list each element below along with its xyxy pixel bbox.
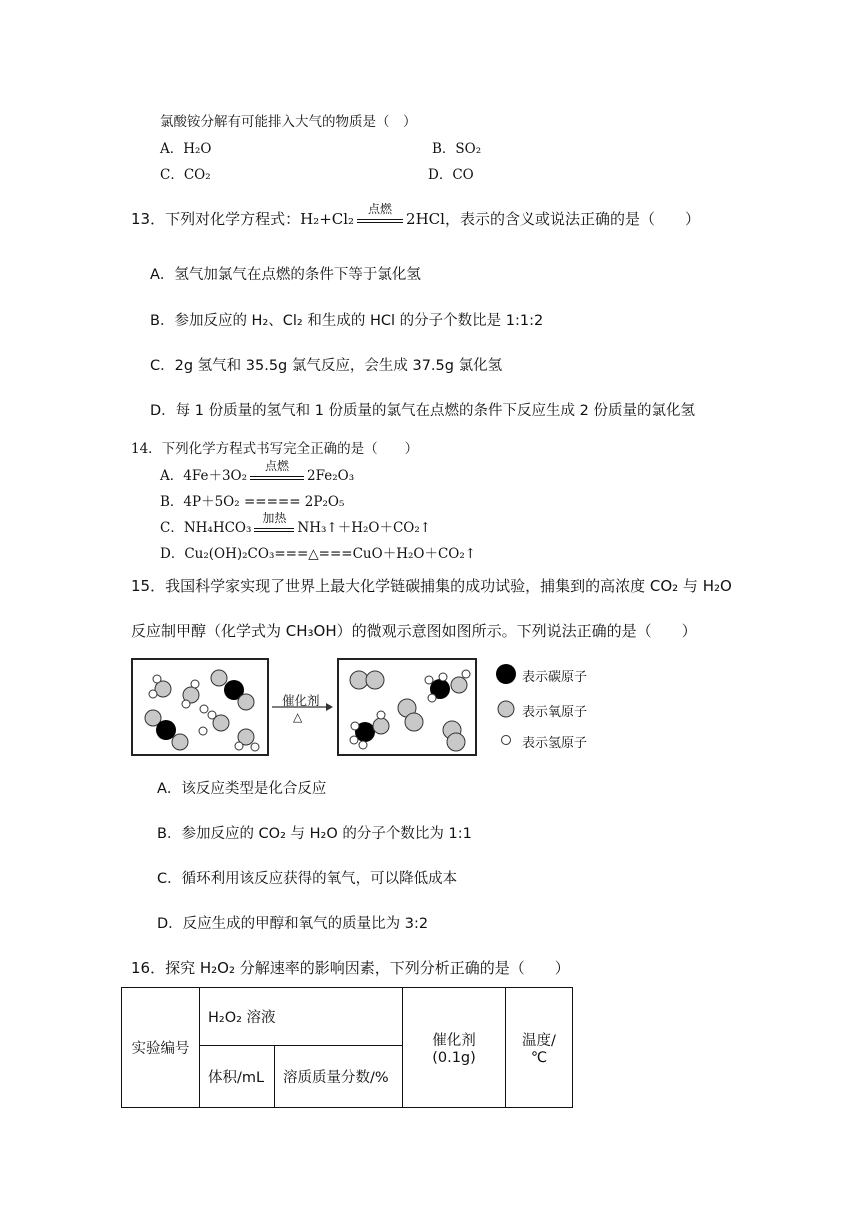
q13-suffix: ，表示的含义或说法正确的是（ ） xyxy=(444,210,700,228)
hydrogen-atom xyxy=(251,743,259,751)
q13-option-b: B．参加反应的 H₂、Cl₂ 和生成的 HCl 的分子个数比是 1:1:2 xyxy=(150,313,544,329)
q13-eq-condition xyxy=(357,201,403,227)
hydrogen-atom xyxy=(153,675,161,683)
oxygen-atom xyxy=(238,694,254,710)
q14-c-left: C．NH₄HCO₃ xyxy=(160,520,252,536)
hydrogen-atom xyxy=(462,670,470,678)
hydrogen-atom xyxy=(425,676,433,684)
q14-a-right: 2Fe₂O₃ xyxy=(307,468,355,484)
q13-condition-label: 点燃 xyxy=(368,201,393,216)
oxygen-atom xyxy=(447,733,465,751)
col-h2o2-solution: H₂O₂ 溶液 xyxy=(200,988,403,1046)
oxygen-legend-icon xyxy=(498,701,514,717)
q14-option-a xyxy=(160,458,355,484)
reactants-box xyxy=(131,658,269,756)
q15-option-b: B．参加反应的 CO₂ 与 H₂O 的分子个数比为 1:1 xyxy=(157,826,472,842)
col-volume: 体积/mL xyxy=(200,1046,275,1108)
q13-stem xyxy=(131,201,700,229)
oxygen-atom xyxy=(373,718,389,734)
oxygen-atom xyxy=(405,713,423,731)
q13-option-d: D．每 1 份质量的氢气和 1 份质量的氯气在点燃的条件下反应生成 2 份质量的氯化氢 xyxy=(150,403,695,419)
hydrogen-atom xyxy=(182,700,190,708)
equals-sign xyxy=(357,219,403,223)
hydrogen-atom xyxy=(439,673,447,681)
q12-option-c: C．CO₂ xyxy=(160,167,211,183)
q15-option-a: A．该反应类型是化合反应 xyxy=(157,781,327,797)
hydrogen-atom xyxy=(191,680,199,688)
hydrogen-atom xyxy=(200,705,208,713)
q12-option-d: D．CO xyxy=(428,167,474,183)
oxygen-atom xyxy=(366,671,384,689)
col-catalyst: 催化剂(0.1g) xyxy=(403,988,506,1108)
q13-prefix: 13．下列对化学方程式： xyxy=(131,210,301,228)
reaction-arrow-label: 催化剂 xyxy=(282,693,320,708)
q13-eq-right: 2HCl xyxy=(406,210,445,228)
legend-carbon: 表示碳原子 xyxy=(522,670,588,685)
q14-c-condition-label: 加热 xyxy=(262,510,287,525)
q14-a-condition-label: 点燃 xyxy=(265,458,290,473)
col-experiment-id: 实验编号 xyxy=(122,988,200,1108)
q14-c-right: NH₃↑＋H₂O＋CO₂↑ xyxy=(297,520,432,536)
carbon-legend-icon xyxy=(496,664,516,684)
oxygen-atom xyxy=(350,671,368,689)
products-box xyxy=(337,658,477,756)
atom-legend-icons xyxy=(494,663,522,747)
q15-option-d: D．反应生成的甲醇和氧气的质量比为 3:2 xyxy=(157,916,429,932)
q15-stem-line1: 15．我国科学家实现了世界上最大化学链碳捕集的成功试验，捕集到的高浓度 CO₂ 与 H₂O xyxy=(131,577,732,595)
q14-c-condition xyxy=(254,510,294,536)
col-temperature: 温度/℃ xyxy=(506,988,573,1108)
legend-oxygen: 表示氧原子 xyxy=(522,705,588,720)
reaction-arrow-heat: △ xyxy=(293,710,303,724)
q12-stem: 氯酸铵分解有可能排入大气的物质是（ ） xyxy=(160,114,417,130)
legend-hydrogen: 表示氢原子 xyxy=(522,736,588,751)
experiment-table xyxy=(121,987,573,1108)
products-molecules xyxy=(339,660,475,754)
hydrogen-atom xyxy=(428,694,436,702)
equals-sign xyxy=(250,476,304,480)
equals-sign xyxy=(254,528,294,532)
q14-stem: 14．下列化学方程式书写完全正确的是（ ） xyxy=(131,441,419,457)
q13-option-c: C．2g 氢气和 35.5g 氯气反应，会生成 37.5g 氯化氢 xyxy=(150,358,503,374)
q14-option-b: B．4P＋5O₂ ===== 2P₂O₅ xyxy=(160,494,345,510)
q14-a-condition xyxy=(250,458,304,484)
q14-a-left: A．4Fe＋3O₂ xyxy=(160,468,248,484)
hydrogen-atom xyxy=(149,690,157,698)
hydrogen-atom xyxy=(377,711,385,719)
hydrogen-atom xyxy=(199,727,207,735)
q15-stem-line2: 反应制甲醇（化学式为 CH₃OH）的微观示意图如图所示。下列说法正确的是（ ） xyxy=(131,622,697,640)
q13-option-a: A．氢气加氯气在点燃的条件下等于氯化氢 xyxy=(150,267,421,283)
q12-option-b: B．SO₂ xyxy=(432,141,482,157)
hydrogen-legend-icon xyxy=(502,736,511,745)
col-mass-fraction: 溶质质量分数/% xyxy=(275,1046,403,1108)
oxygen-atom xyxy=(172,734,188,750)
q14-option-c xyxy=(160,510,432,536)
oxygen-atom xyxy=(451,677,467,693)
q15-option-c: C．循环利用该反应获得的氧气，可以降低成本 xyxy=(157,871,458,887)
hydrogen-atom xyxy=(350,736,358,744)
reactants-molecules xyxy=(133,660,267,754)
hydrogen-atom xyxy=(359,741,367,749)
q12-option-a: A．H₂O xyxy=(160,141,212,157)
q13-eq-left: H₂+Cl₂ xyxy=(300,210,355,228)
q16-stem: 16．探究 H₂O₂ 分解速率的影响因素，下列分析正确的是（ ） xyxy=(131,959,570,977)
hydrogen-atom xyxy=(235,742,243,750)
q14-option-d: D．Cu₂(OH)₂CO₃===△===CuO＋H₂O＋CO₂↑ xyxy=(160,546,477,562)
oxygen-atom xyxy=(211,670,227,686)
carbon-atom xyxy=(156,720,176,740)
hydrogen-atom xyxy=(208,711,216,719)
hydrogen-atom xyxy=(351,722,359,730)
